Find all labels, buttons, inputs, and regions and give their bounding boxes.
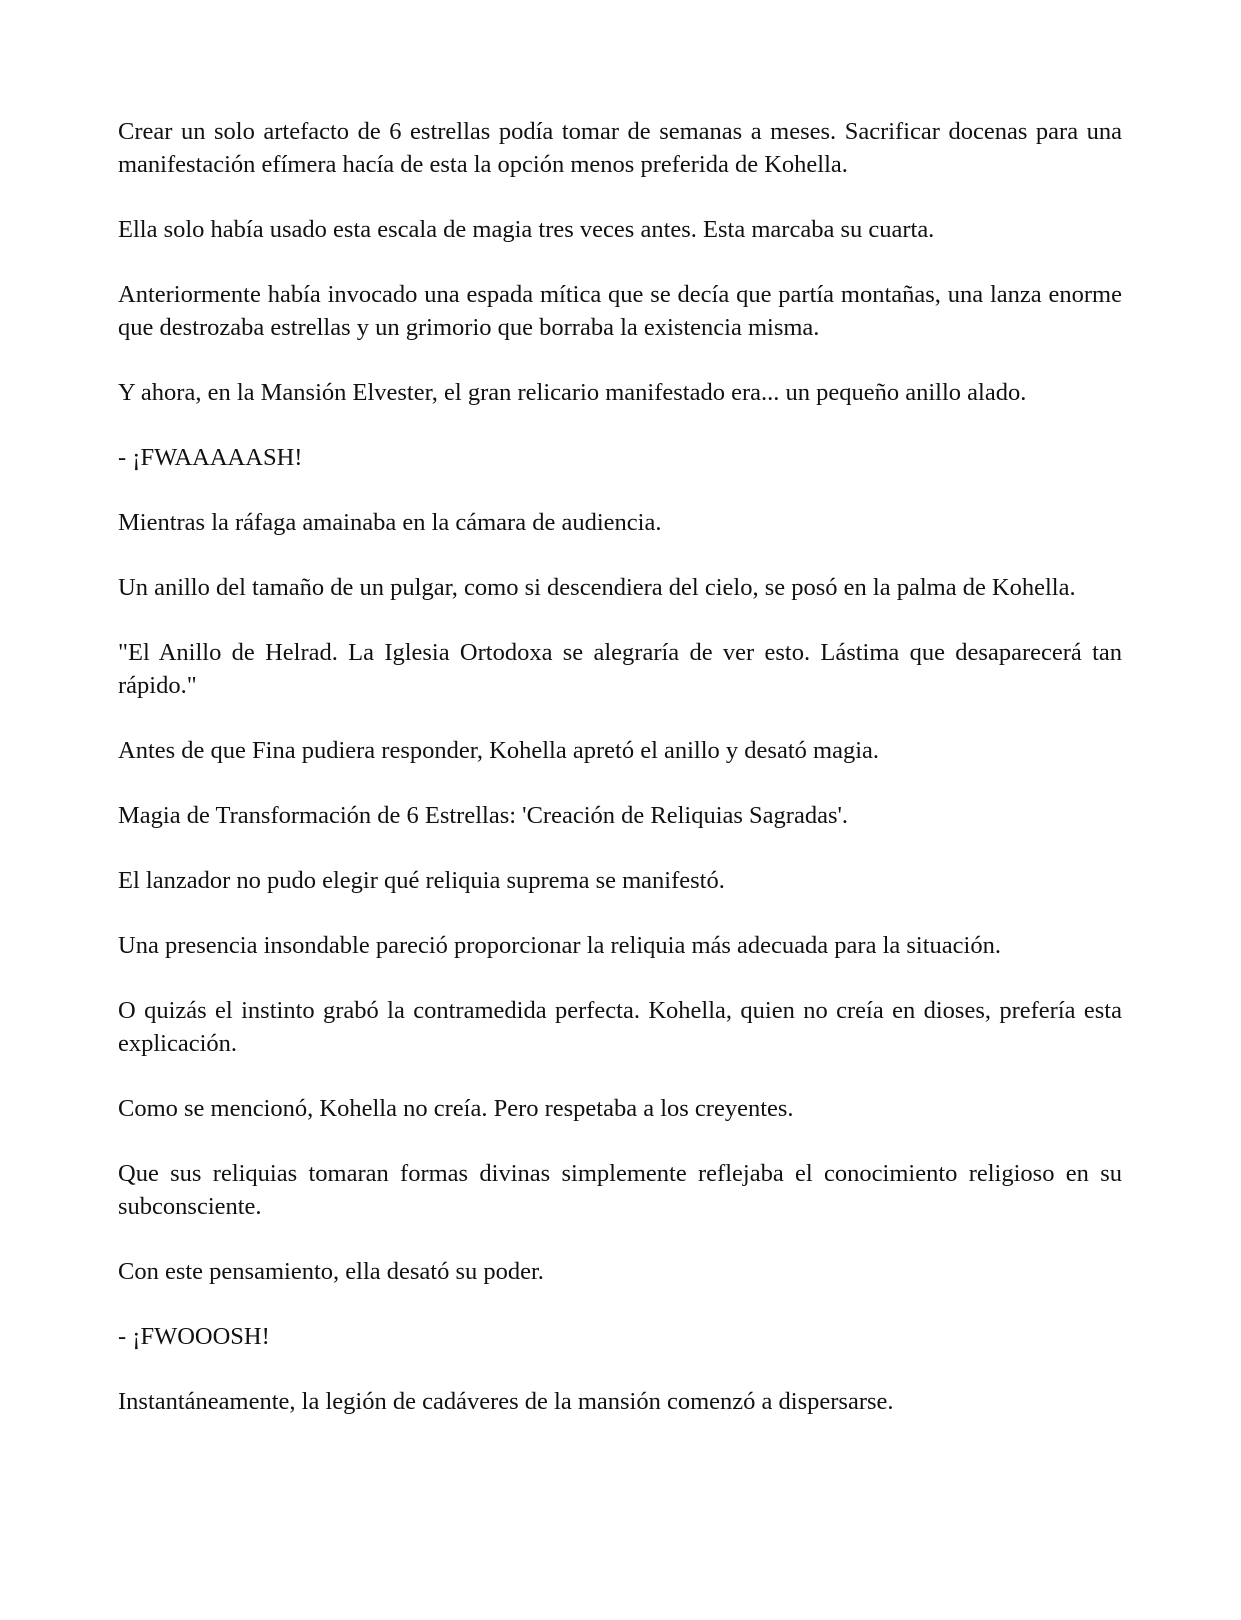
paragraph: Que sus reliquias tomaran formas divinas simplemente reflejaba el conocimiento religioso en su subconsciente. [118,1160,1122,1220]
paragraph: - ¡FWOOOSH! [118,1323,270,1350]
paragraph: Un anillo del tamaño de un pulgar, como si descendiera del cielo, se posó en la palma de Kohella. [118,574,1076,601]
paragraph: Anteriormente había invocado una espada mítica que se decía que partía montañas, una lanza enorme que destrozaba estrellas y un grimorio que borraba la existencia misma. [118,281,1122,341]
paragraph: Crear un solo artefacto de 6 estrellas podía tomar de semanas a meses. Sacrificar docenas para una manifestación efímera hacía de esta la opción menos preferida de Kohella. [118,118,1122,178]
paragraph: Con este pensamiento, ella desató su poder. [118,1258,544,1285]
paragraph: Como se mencionó, Kohella no creía. Pero respetaba a los creyentes. [118,1095,794,1122]
paragraph: El lanzador no pudo elegir qué reliquia suprema se manifestó. [118,867,725,894]
paragraph: Una presencia insondable pareció proporcionar la reliquia más adecuada para la situación. [118,932,1001,959]
paragraph: Y ahora, en la Mansión Elvester, el gran relicario manifestado era... un pequeño anillo alado. [118,379,1027,406]
paragraph: O quizás el instinto grabó la contramedida perfecta. Kohella, quien no creía en dioses, prefería esta explicación. [118,997,1122,1057]
paragraph: Ella solo había usado esta escala de magia tres veces antes. Esta marcaba su cuarta. [118,216,935,243]
paragraph: Instantáneamente, la legión de cadáveres de la mansión comenzó a dispersarse. [118,1388,894,1415]
paragraph: Antes de que Fina pudiera responder, Kohella apretó el anillo y desató magia. [118,737,879,764]
paragraph: - ¡FWAAAAASH! [118,444,303,471]
paragraph: Magia de Transformación de 6 Estrellas: 'Creación de Reliquias Sagradas'. [118,802,849,829]
paragraph: "El Anillo de Helrad. La Iglesia Ortodoxa se alegraría de ver esto. Lástima que desaparecerá tan rápido." [118,639,1122,699]
paragraph: Mientras la ráfaga amainaba en la cámara de audiencia. [118,509,662,536]
document-page [118,115,1122,1450]
